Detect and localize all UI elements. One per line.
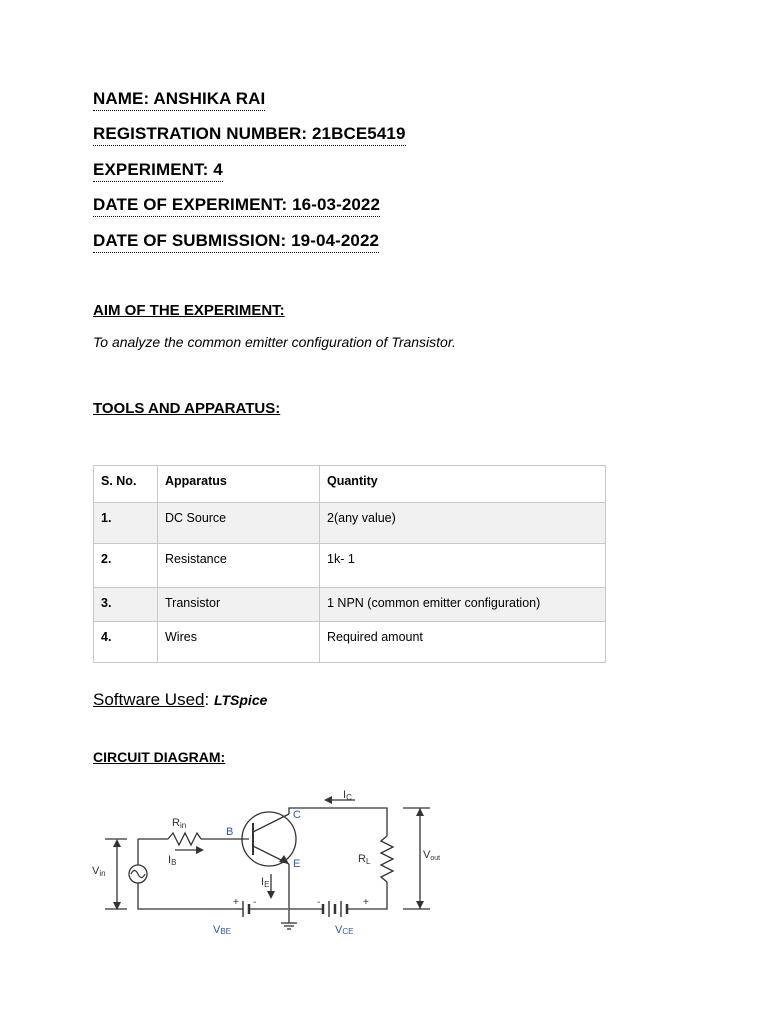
label-base: B <box>226 826 234 838</box>
student-name: NAME: ANSHIKA RAI <box>93 89 265 111</box>
label-emitter: E <box>293 858 301 870</box>
table-cell-quantity: Required amount <box>320 622 606 663</box>
table-cell-sno: 2. <box>94 544 158 588</box>
software-value: LTSpice <box>213 692 268 708</box>
table-cell-quantity: 1 NPN (common emitter configuration) <box>320 588 606 622</box>
label-ib: IB <box>168 854 177 867</box>
table-cell-sno: 3. <box>94 588 158 622</box>
aim-heading: AIM OF THE EXPERIMENT: <box>93 302 285 319</box>
apparatus-table <box>93 465 606 663</box>
column-header-quantity: Quantity <box>320 466 606 503</box>
date-of-experiment: DATE OF EXPERIMENT: 16-03-2022 <box>93 195 380 217</box>
label-vbe-plus: + <box>233 897 239 908</box>
circuit-heading: CIRCUIT DIAGRAM: <box>93 749 226 765</box>
table-cell-apparatus: Resistance <box>158 544 320 588</box>
label-collector: C <box>293 809 301 821</box>
table-cell-quantity: 2(any value) <box>320 503 606 544</box>
table-cell-apparatus: Transistor <box>158 588 320 622</box>
arrowheads <box>113 796 424 910</box>
label-rl: RL <box>358 853 371 866</box>
table-header-row <box>94 466 606 503</box>
battery-vbe-icon <box>243 901 249 917</box>
table-cell-apparatus: DC Source <box>158 503 320 544</box>
label-vout: Vout <box>423 849 441 862</box>
registration-number: REGISTRATION NUMBER: 21BCE5419 <box>93 124 406 146</box>
table-row <box>94 588 606 622</box>
software-used <box>93 690 267 710</box>
label-ie: IE <box>261 876 270 889</box>
label-rin: Rin <box>172 817 187 830</box>
software-label: Software Used <box>93 690 205 709</box>
software-separator: : <box>204 690 210 709</box>
label-vce: VCE <box>335 924 354 936</box>
table-cell-apparatus: Wires <box>158 622 320 663</box>
table-cell-sno: 1. <box>94 503 158 544</box>
label-vin: Vin <box>92 865 106 878</box>
column-header-apparatus: Apparatus <box>158 466 320 503</box>
table-row <box>94 622 606 663</box>
aim-text: To analyze the common emitter configuration of Transistor. <box>93 334 456 350</box>
table-row <box>94 544 606 588</box>
label-vce-plus: + <box>363 897 369 908</box>
date-of-submission: DATE OF SUBMISSION: 19-04-2022 <box>93 231 379 253</box>
table-cell-sno: 4. <box>94 622 158 663</box>
label-vce-minus: - <box>317 897 321 908</box>
circuit-diagram <box>85 780 445 940</box>
label-vbe-minus: - <box>253 897 257 908</box>
circuit-wires <box>105 800 430 929</box>
tools-heading: TOOLS AND APPARATUS: <box>93 400 281 417</box>
battery-vce-icon <box>323 901 347 917</box>
label-ic: IC <box>343 789 352 802</box>
column-header-sno: S. No. <box>94 466 158 503</box>
table-row <box>94 503 606 544</box>
table-cell-quantity: 1k- 1 <box>320 544 606 588</box>
ac-source-icon <box>129 865 147 883</box>
experiment-number: EXPERIMENT: 4 <box>93 160 223 182</box>
label-vbe: VBE <box>213 924 232 936</box>
